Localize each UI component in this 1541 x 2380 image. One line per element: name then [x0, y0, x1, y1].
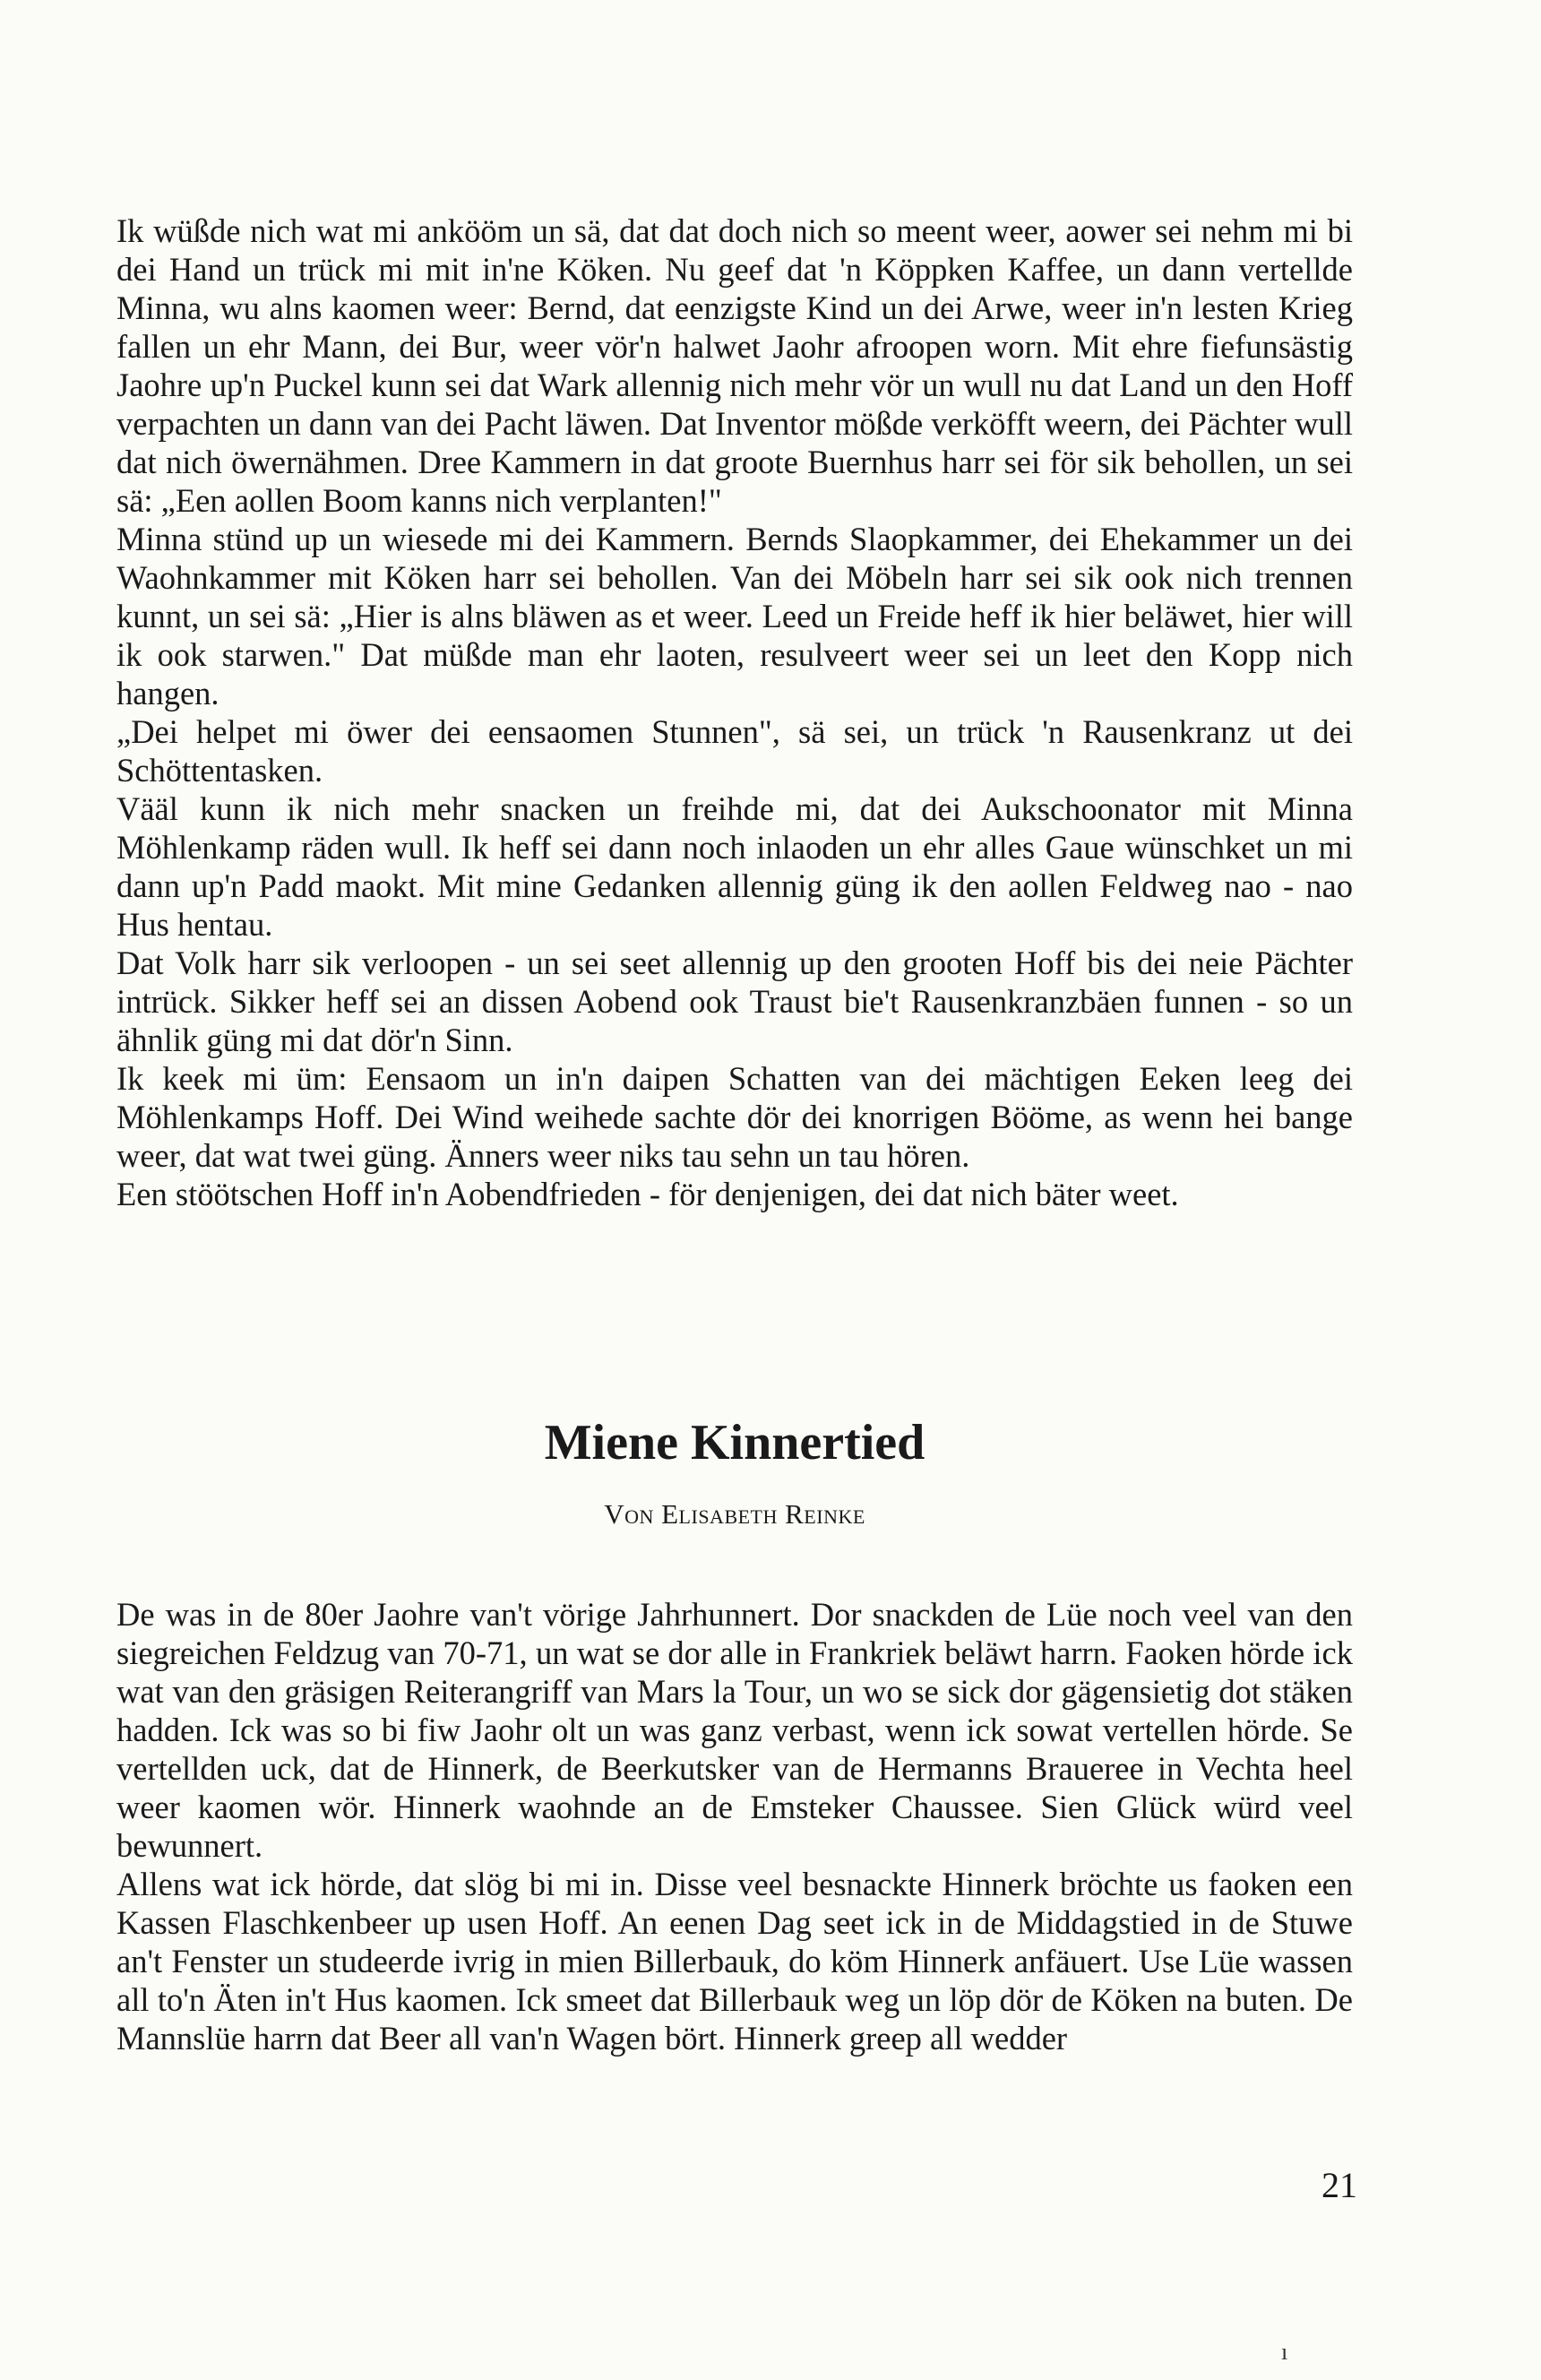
article-byline: Von Elisabeth Reinke [604, 1498, 865, 1530]
paragraph: De was in de 80er Jaohre van't vörige Jahrhunnert. Dor snackden de Lüe noch veel van den siegreichen Feldzug van 70-71, un wat se dor alle in Frankriek beläwt harrn. Faoken hörde ick wat van den gräsigen Reiterangriff van Mars la Tour, un wo se sick dor gägensietig dot stäken hadden. Ick was so bi fiw Jaohr olt un was ganz verbast, wenn ick sowat vertellen hörde. Se vertellden uck, dat de Hinnerk, de Beerkutsker van de Hermanns Braueree in Vechta heel weer kaomen wör. Hinnerk waohnde an de Emsteker Chaussee. Sien Glück würd veel bewunnert. [116, 1596, 1353, 1864]
scan-mark: ı [1281, 2339, 1288, 2365]
paragraph: Allens wat ick hörde, dat slög bi mi in. Disse veel besnackte Hinnerk bröchte us faoken een Kassen Flaschkenbeer up usen Hoff. An eenen Dag seet ick in de Middagstied in de Stuwe an't Fenster un studeerde ivrig in mien Billerbauk, do köm Hinnerk anfäuert. Use Lüe wassen all to'n Äten in't Hus kaomen. Ick smeet dat Billerbauk weg un löp dör de Köken na buten. De Mannslüe harrn dat Beer all van'n Wagen bört. Hinnerk greep all wedder [116, 1866, 1353, 2057]
paragraph: Een stöötschen Hoff in'n Aobendfrieden - för denjenigen, dei dat nich bäter weet. [116, 1176, 1179, 1212]
paragraph: Vääl kunn ik nich mehr snacken un freihde mi, dat dei Aukschoonator mit Minna Möhlenkamp räden wull. Ik heff sei dann noch inlaoden un ehr alles Gaue wünschket un mi dann up'n Padd maokt. Mit mine Gedanken allennig güng ik den aollen Feldweg nao - nao Hus hentau. [116, 790, 1353, 943]
paragraph: Ik keek mi üm: Eensaom un in'n daipen Schatten van dei mächtigen Eeken leeg dei Möhlenkamps Hoff. Dei Wind weihede sachte dör dei knorrigen Bööme, as wenn hei bange weer, dat wat twei güng. Änners weer niks tau sehn un tau hören. [116, 1060, 1353, 1174]
article-title: Miene Kinnertied [544, 1415, 925, 1470]
paragraph: Dat Volk harr sik verloopen - un sei seet allennig up den grooten Hoff bis dei neie Pächter intrück. Sikker heff sei an dissen Aobend ook Traust bie't Rausenkranzbäen funnen - so un ähnlik güng mi dat dör'n Sinn. [116, 944, 1353, 1058]
page-number: 21 [1321, 2165, 1357, 2205]
article-one-body [116, 211, 1353, 1213]
paragraph: Minna stünd up un wiesede mi dei Kammern. Bernds Slaopkammer, dei Ehekammer un dei Waohnkammer mit Köken harr sei behollen. Van dei Möbeln harr sei sik ook nich trennen kunnt, un sei sä: „Hier is alns bläwen as et weer. Leed un Freide heff ik hier beläwet, hier will ik ook starwen." Dat müßde man ehr laoten, resulveert weer sei un leet den Kopp nich hangen. [116, 521, 1353, 711]
paragraph: „Dei helpet mi öwer dei eensaomen Stunnen", sä sei, un trück 'n Rausenkranz ut dei Schöttentasken. [116, 713, 1353, 789]
paragraph: Ik wüßde nich wat mi ankööm un sä, dat dat doch nich so meent weer, aower sei nehm mi bi dei Hand un trück mi mit in'ne Köken. Nu geef dat 'n Köppken Kaffee, un dann vertellde Minna, wu alns kaomen weer: Bernd, dat eenzigste Kind un dei Arwe, weer in'n lesten Krieg fallen un ehr Mann, dei Bur, weer vör'n halwet Jaohr afroopen worn. Mit ehre fiefunsästig Jaohre up'n Puckel kunn sei dat Wark allennig nich mehr vör un wull nu dat Land un den Hoff verpachten un dann van dei Pacht läwen. Dat Inventor mößde verköfft weern, dei Pächter wull dat nich öwernähmen. Dree Kammern in dat groote Buernhus harr sei för sik behollen, un sei sä: „Een aollen Boom kanns nich verplanten!" [116, 212, 1353, 519]
article-two-body [116, 1595, 1353, 2057]
